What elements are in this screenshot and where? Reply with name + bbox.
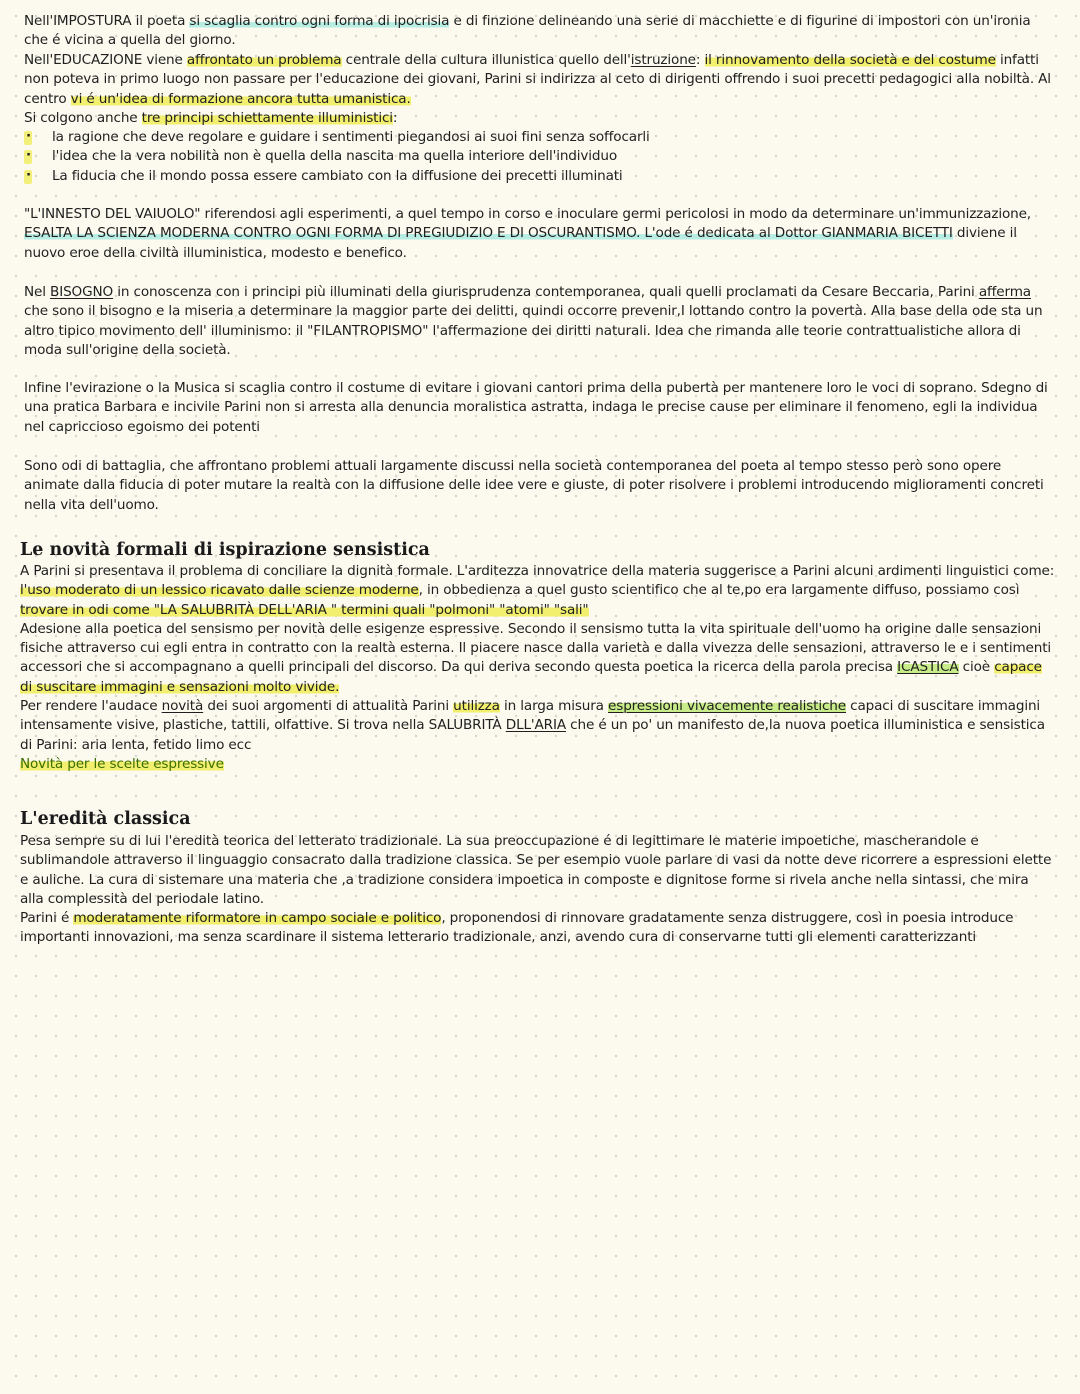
text: Nel [24,284,51,300]
highlight: si scaglia contro ogni forma di ipocrisia [189,13,450,29]
heading-eredita-classica: L'eredità classica [20,809,191,829]
heading-novita-formali: Le novità formali di ispirazione sensistica [20,540,430,560]
highlight: l'uso moderato di un lessico ricavato dalle scienze moderne [20,582,419,599]
paragraph-bisogno [24,283,1054,360]
highlight: vi é un'idea di formazione ancora tutta umanistica. [70,90,411,107]
underlined-text: istruzione [630,52,696,68]
text: : [392,109,398,126]
text: Nell'IMPOSTURA il poeta [24,13,190,29]
text: "L'INNESTO DEL VAIUOLO" [24,206,201,222]
text: capaci di suscitare immagini intensamente visive, plastiche, tattili, olfattive. Si trova nella SALUBRITÀ [20,698,1041,734]
text: in larga misura [499,698,609,715]
highlight: ESALTA LA SCIENZA MODERNA CONTRO OGNI FORMA DI PREGIUDIZIO E DI OSCURANTISMO [24,225,637,242]
paragraph-educazione [24,51,1054,186]
highlight: trovare in odi come "LA SALUBRITÀ DELL'ARIA " termini quali "polmoni" "atomi" "sali" [20,601,589,618]
bullet-item: la ragione che deve regolare e guidare i sentimenti piegandosi ai suoi fini senza soffocarli · [24,128,1054,147]
text: Nell'EDUCAZIONE viene [24,52,187,68]
paragraph-innesto [24,205,1054,263]
text: , in obbedienza a quel gusto scientifico che al te,po era largamente diffuso, possiamo così [418,582,1020,599]
highlight: utilizza [453,698,500,715]
underlined-text: novità [161,698,204,715]
text: Per rendere l'audace [20,698,162,715]
text: , proponendosi di rinnovare gradatamente senza distruggere, così in poesia introduce importanti innovazioni, ma senza scardinare il sistema letterario tradizionale, anzi, avendo cura di conservarne tutti gli elementi caratterizzanti [20,910,1014,946]
paragraph-evirazione: Infine l'evirazione o la Musica si scaglia contro il costume di evitare i giovani cantori prima della pubertà per mantenere loro le voci di soprano. Sdegno di una pratica Barbara e incivile Parini non si arresta alla denuncia moralistica astratta, indaga le precise cause per eliminare il fenomeno, egli la individua nel capriccioso egoismo dei potenti [24,380,1048,435]
highlight: tre principi schiettamente illuministici [141,109,393,126]
text: Pesa sempre su di lui l'eredità teorica del letterato tradizionale. La sua preoccupazione é di legittimare le materie impoetiche, mascherandole e sublimandole attraverso il linguaggio consacrato dalla tradizione classica. Se per esempio vuole parlare di vasi da notte deve ricorrere a espressioni elette e auliche. La cura di sistemare una materia che ,a tradizione considera impoetica in composte e dignitose forme si rivela anche nella sintassi, che mira alla complessità del periodale latino. [20,833,1052,907]
paragraph-eredita [20,832,1056,948]
text: che é un po' un manifesto de,la nuova poetica illuministica e sensistica di Parini: aria lenta, fetido limo ecc [20,717,1045,753]
text: in conoscenza con i principi più illuminati della giurisprudenza contemporanea, quali quelli proclamati da Cesare Beccaria, Parini [113,284,979,300]
paragraph-odi: Sono odi di battaglia, che affrontano problemi attuali largamente discussi nella società contemporanea del poeta al tempo stesso però sono opere animate dalla fiducia di poter mutare la realtà con la diffusione delle idee vere e giuste, di poter risolvere i problemi introducendo miglioramenti concreti nella vita dell'uomo. [24,458,1044,513]
text: riferendosi agli esperimenti, a quel tempo in corso e inoculare germi pericolosi in modo da determinare un'immunizzazione, [200,206,1031,222]
highlight: il rinnovamento della società e del costume [704,52,996,68]
text: centrale della cultura illunistica quello dell' [341,52,631,68]
text: diviene il nuovo eroe della civiltà illuministica, modesto e benefico. [24,225,1017,261]
text: Adesione alla poetica del sensismo per novità delle esigenze espressive. Secondo il sensismo tutta la vita spirituale dell'uomo ha origine dalle sensazioni fisiche attraverso cui egli entra in contratto con la realtà esterna. Il piacere nasce dalla varietà e dalla vivezza delle sensazioni, attraverso le e i sentimenti accessori che si accompagnano a quelli principali del discorso. Da qui deriva secondo questa poetica la ricerca della parola precisa [20,620,1052,676]
text: che sono il bisogno e la miseria a determinare la maggior parte dei delitti, quindi occorre prevenir,I lottando contro la povertà. Alla base della ode sta un altro tipico movimento dell' illuminismo: il "FILANTROPISMO" l'affermazione dei diritti naturali. Idea che rimanda alle teorie contrattualistiche allora di moda sull'origine della società. [24,303,1043,358]
highlight: espressioni vivacemente realistiche [608,698,846,715]
text: : [695,52,705,68]
paragraph-impostura [24,12,1054,51]
paragraph-sensismo [20,562,1056,774]
highlight: ICASTICA [897,659,959,676]
text: cioè [958,659,995,676]
bullet-item: La fiducia che il mondo possa essere cambiato con la diffusione dei precetti illuminati · [24,167,1054,186]
highlight: moderatamente riformatore in campo sociale e politico [73,910,442,927]
text: Si colgono anche [24,109,142,126]
highlight: capace di suscitare immagini e sensazioni molto vivide. [20,659,1042,695]
underlined-text: BISOGNO [50,284,114,300]
highlight: affrontato un problema [186,52,342,68]
highlight: Novità per le scelte espressive [20,755,224,772]
text: infatti non poteva in primo luogo non passare per l'educazione dei giovani, Parini si indirizza al ceto di dirigenti offrendo i suoi precetti pedagogici alla nobiltà. Al centro [24,52,1051,107]
text: dei suoi argomenti di attualità Parini [203,698,454,715]
text: Parini é [20,910,74,927]
text: A Parini si presentava il problema di conciliare la dignità formale. L'arditezza innovatrice della materia suggerisce a Parini alcuni ardimenti linguistici come: [20,563,1055,579]
underlined-text: afferma [978,284,1031,300]
underlined-text: DLL'ARIA [505,717,566,734]
text: e di finzione delineando una serie di macchiette e di figurine di impostori con un'ironia che é vicina a quella del giorno. [24,13,1031,49]
bullet-item: l'idea che la vera nobilità non è quella della nascita ma quella interiore dell'individuo · [24,147,1054,166]
highlight: . L'ode é dedicata al Dottor GIANMARIA BICETTI [636,225,953,242]
